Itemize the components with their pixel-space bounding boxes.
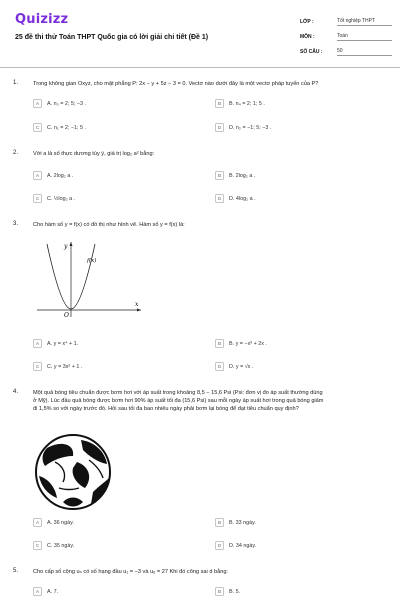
question-number: 1. — [13, 80, 19, 86]
option-text: D. 4log₂ a . — [229, 195, 256, 202]
question-text-line: ở Mỹ). Lúc đầu quả bóng được bơm hơi 90% áp suất tối đa (15,6 Psi) sau mỗi ngày áp suất hơi trong quả bóng giảm — [33, 398, 324, 404]
meta-key: LỚP : — [300, 18, 314, 25]
option-d[interactable] — [215, 361, 253, 372]
option-c[interactable] — [33, 193, 75, 204]
option-text: D. y = √x . — [229, 363, 254, 370]
document-header — [0, 0, 400, 64]
option-text: C. n₁ = 2; −1; 5 . — [47, 124, 86, 131]
option-c[interactable] — [33, 361, 82, 372]
question-text: Cho hàm số y = f(x) có đồ thị như hình vẽ. Hàm số y = f(x) là: — [33, 222, 185, 228]
option-text: D. n₂ = −1; 5; −3 . — [229, 124, 272, 131]
option-b[interactable] — [215, 170, 255, 181]
option-b[interactable] — [215, 517, 256, 528]
question-text: Cho cấp số cộng uₙ có số hạng đầu u₁ = −3 và u₆ = 27 Khi đó công sai d bằng: — [33, 569, 228, 575]
option-d[interactable] — [215, 122, 271, 133]
option-a[interactable] — [33, 517, 74, 528]
option-text: B. 33 ngày. — [229, 519, 256, 526]
curve-label: f(x) — [87, 258, 97, 264]
meta-value: 50 — [337, 48, 392, 56]
question-number: 5. — [13, 568, 19, 574]
question-text-line: đi 1,5% so với ngày trước đó. Hỏi sau tối đa bao nhiêu ngày phải bơm lại bóng để đạt tiêu chuẩn quy định? — [33, 406, 299, 412]
option-d[interactable] — [215, 193, 256, 204]
option-text: B. 5. — [229, 588, 241, 595]
option-letter: D — [215, 362, 224, 371]
option-letter: B — [215, 587, 224, 596]
function-graph — [33, 238, 143, 318]
option-letter: A — [33, 171, 42, 180]
question-text — [33, 389, 393, 413]
option-text: B. 2log₂ a . — [229, 172, 256, 179]
option-text: B. n₄ = 2; 1; 5 . — [229, 100, 265, 107]
option-a[interactable] — [33, 170, 73, 181]
origin-label: O — [64, 312, 69, 318]
soccer-ball-image — [33, 432, 113, 512]
y-axis-arrow — [70, 242, 73, 246]
option-letter: A — [33, 339, 42, 348]
option-text: A. y = x⁴ + 1. — [47, 340, 79, 347]
meta-value: Tốt nghiệp THPT — [337, 18, 392, 26]
question-text-line: Một quả bóng tiêu chuẩn được bơm hơi với áp suất trong khoảng 8,5 − 15,6 Psi (Psi: đơn vị đo áp suất thường dùng — [33, 390, 323, 396]
document-meta — [300, 14, 392, 59]
document-title: 25 đề thi thử Toán THPT Quốc gia có lời giải chi tiết (Đề 1) — [15, 34, 209, 41]
option-letter: D — [215, 194, 224, 203]
option-text: C. 35 ngày. — [47, 542, 75, 549]
option-b[interactable] — [215, 586, 240, 597]
option-text: B. y = −x³ + 2x . — [229, 340, 267, 347]
quizizz-logo: Quizizz — [15, 12, 69, 27]
option-text: C. ½log₂ a . — [47, 195, 76, 202]
question-number: 4. — [13, 389, 19, 395]
option-text: D. 34 ngày. — [229, 542, 257, 549]
option-a[interactable] — [33, 586, 58, 597]
option-a[interactable] — [33, 338, 78, 349]
option-text: C. y = 3x² + 1 . — [47, 363, 83, 370]
option-letter: A — [33, 99, 42, 108]
option-letter: B — [215, 99, 224, 108]
meta-row-class — [300, 14, 392, 29]
question-text: Trong không gian Oxyz, cho mặt phẳng P: 2x − y + 5z − 3 = 0. Vectơ nào dưới đây là một vectơ pháp tuyến của P? — [33, 81, 319, 87]
option-d[interactable] — [215, 540, 256, 551]
option-letter: D — [215, 541, 224, 550]
option-letter: C — [33, 362, 42, 371]
option-letter: C — [33, 541, 42, 550]
meta-key: MÔN : — [300, 33, 315, 40]
meta-row-subject — [300, 29, 392, 44]
option-letter: C — [33, 194, 42, 203]
option-letter: A — [33, 587, 42, 596]
option-b[interactable] — [215, 98, 265, 109]
option-letter: B — [215, 518, 224, 527]
option-letter: A — [33, 518, 42, 527]
option-text: A. 2log₂ a . — [47, 172, 74, 179]
option-a[interactable] — [33, 98, 86, 109]
option-letter: D — [215, 123, 224, 132]
question-number: 2. — [13, 150, 19, 156]
option-text: A. 36 ngày. — [47, 519, 74, 526]
meta-row-count — [300, 44, 392, 59]
y-axis-label: y — [64, 243, 68, 250]
question-number: 3. — [13, 221, 19, 227]
option-b[interactable] — [215, 338, 267, 349]
option-letter: B — [215, 339, 224, 348]
x-axis-label: x — [135, 301, 139, 308]
option-c[interactable] — [33, 540, 74, 551]
x-axis-arrow — [137, 309, 141, 312]
option-text: A. 7. — [47, 588, 59, 595]
option-letter: C — [33, 123, 42, 132]
option-c[interactable] — [33, 122, 86, 133]
meta-key: SỐ CÂU : — [300, 48, 323, 55]
question-text: Với a là số thực dương tùy ý, giá trị log₂ a² bằng: — [33, 151, 155, 157]
meta-value: Toán — [337, 33, 392, 41]
option-text: A. n₃ = 2; 5; −3 . — [47, 100, 87, 107]
header-divider — [0, 67, 400, 68]
option-letter: B — [215, 171, 224, 180]
